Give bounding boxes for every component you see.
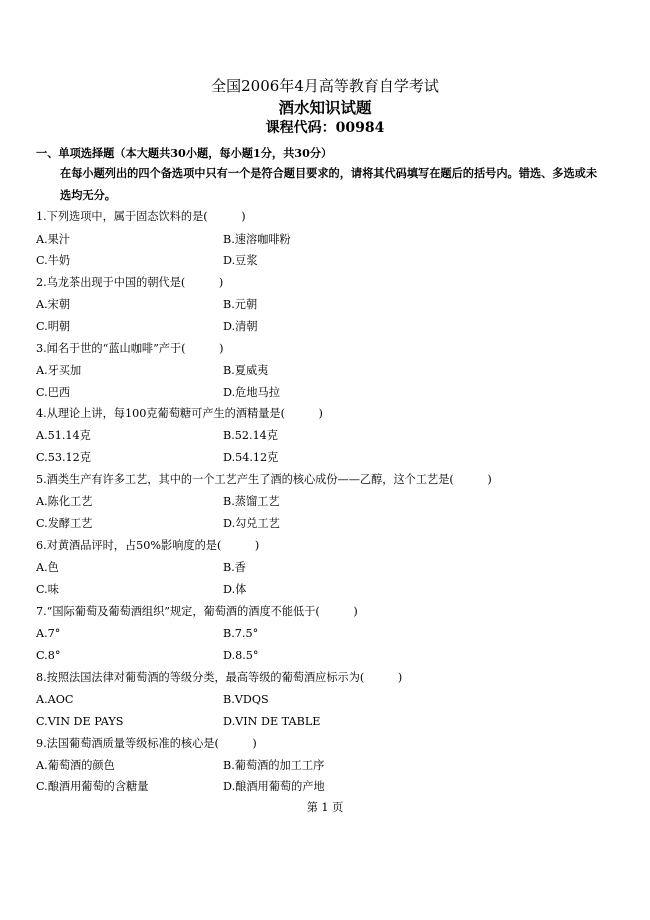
option-d: D.酿酒用葡萄的产地 (223, 780, 325, 793)
option-c: C.8° (36, 649, 61, 662)
option-d: D.豆浆 (223, 254, 258, 267)
option-d: D.VIN DE TABLE (223, 715, 321, 728)
question-stem: 7.“国际葡萄及葡萄酒组织”规定，葡萄酒的酒度不能低于( ) (36, 605, 358, 618)
option-c: C.酿酒用葡萄的含糖量 (36, 780, 149, 793)
option-c: C.味 (36, 583, 59, 596)
option-b: B.7.5° (223, 627, 259, 640)
option-d: D.清朝 (223, 320, 258, 333)
option-c: C.VIN DE PAYS (36, 715, 124, 728)
section-title: 一、单项选择题（本大题共30小题，每小题1分，共30分） (36, 146, 333, 160)
option-a: A.葡萄酒的颜色 (36, 759, 115, 772)
option-a: A.51.14克 (36, 429, 91, 442)
option-b: B.夏威夷 (223, 364, 269, 377)
option-d: D.体 (223, 583, 247, 596)
exam-title: 酒水知识试题 (278, 98, 372, 117)
question-stem: 9.法国葡萄酒质量等级标准的核心是( ) (36, 737, 257, 750)
question-stem: 1.下列选项中，属于固态饮料的是( ) (36, 210, 246, 223)
option-c: C.明朝 (36, 320, 71, 333)
question-stem: 4.从理论上讲，每100克葡萄糖可产生的酒精量是( ) (36, 407, 323, 420)
option-c: C.牛奶 (36, 254, 71, 267)
option-b: B.VDQS (223, 693, 269, 706)
option-b: B.蒸馏工艺 (223, 495, 280, 508)
option-a: A.宋朝 (36, 298, 71, 311)
question-stem: 8.按照法国法律对葡萄酒的等级分类，最高等级的葡萄酒应标示为( ) (36, 671, 403, 684)
option-c: C.53.12克 (36, 451, 91, 464)
option-a: A.果汁 (36, 233, 71, 246)
option-a: A.色 (36, 561, 59, 574)
section-instruction-cont: 选均无分。 (60, 188, 116, 202)
option-d: D.8.5° (223, 649, 259, 662)
course-code: 课程代码：00984 (265, 120, 385, 136)
question-stem: 3.闻名于世的“蓝山咖啡”产于( ) (36, 342, 224, 355)
option-b: B.香 (223, 561, 246, 574)
option-c: C.巴西 (36, 386, 71, 399)
option-a: A.牙买加 (36, 364, 82, 377)
option-b: B.葡萄酒的加工工序 (223, 759, 325, 772)
option-b: B.速溶咖啡粉 (223, 233, 291, 246)
exam-header-line: 全国2006年4月高等教育自学考试 (211, 77, 439, 95)
option-d: D.危地马拉 (223, 386, 280, 399)
option-c: C.发酵工艺 (36, 517, 93, 530)
question-stem: 5.酒类生产有许多工艺，其中的一个工艺产生了酒的核心成份——乙醇，这个工艺是( ) (36, 473, 492, 486)
question-stem: 6.对黄酒品评时，占50%影响度的是( ) (36, 539, 260, 552)
question-stem: 2.乌龙茶出现于中国的朝代是( ) (36, 276, 224, 289)
option-b: B.元朝 (223, 298, 258, 311)
option-b: B.52.14克 (223, 429, 278, 442)
option-d: D.勾兑工艺 (223, 517, 280, 530)
option-d: D.54.12克 (223, 451, 279, 464)
option-a: A.7° (36, 627, 61, 640)
option-a: A.AOC (36, 693, 74, 706)
section-instruction: 在每小题列出的四个备选项中只有一个是符合题目要求的，请将其代码填写在题后的括号内。错选、多选或未 (60, 166, 598, 180)
page-number: 第 1 页 (306, 801, 344, 814)
option-a: A.陈化工艺 (36, 495, 93, 508)
